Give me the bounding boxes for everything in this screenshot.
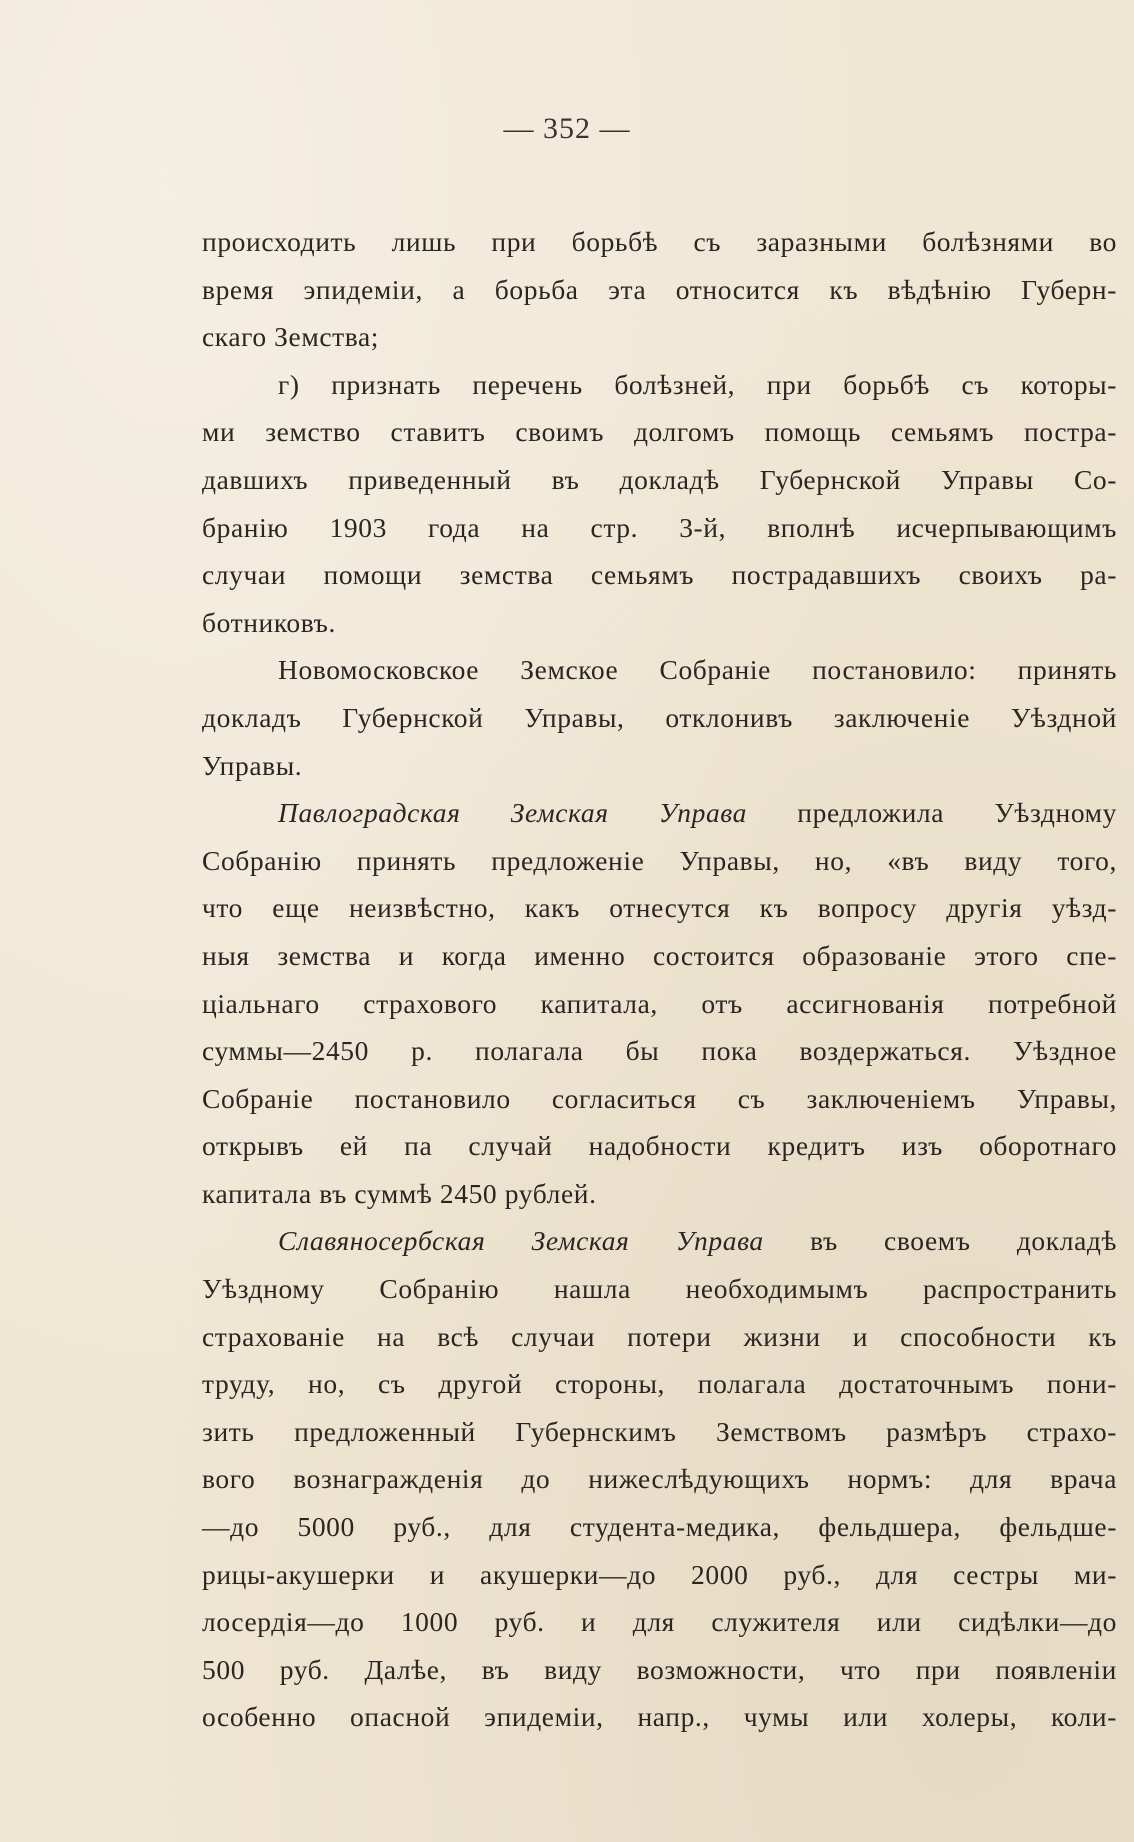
text-line: Новомосковское Земское Собраніе постановило: принять bbox=[278, 654, 1117, 686]
text-line: Собранію принять предложеніе Управы, но, «въ виду того, bbox=[202, 844, 1117, 876]
text-line bbox=[202, 789, 1117, 837]
text-line: зить предложенный Губернскимъ Земствомъ размѣръ страхо- bbox=[202, 1415, 1117, 1447]
text-span: въ своемъ докладѣ bbox=[763, 1225, 1117, 1257]
text-line: 500 руб. Далѣе, въ виду возможности, что при появленіи bbox=[202, 1653, 1117, 1685]
text-line: скаго Земства; bbox=[202, 321, 380, 353]
text-line: открывъ ей па случай надобности кредитъ изъ оборотнаго bbox=[202, 1130, 1117, 1162]
text-line: ми земство ставитъ своимъ долгомъ помощь семьямъ постра- bbox=[202, 416, 1117, 448]
text-line: суммы—2450 р. полагала бы пока воздержаться. Уѣздное bbox=[202, 1035, 1117, 1067]
text-line: вого вознагражденія до нижеслѣдующихъ нормъ: для врача bbox=[202, 1463, 1117, 1495]
text-line: бранію 1903 года на стр. 3-й, вполнѣ исчерпывающимъ bbox=[202, 511, 1117, 543]
text-line: происходить лишь при борьбѣ съ заразными болѣзнями во bbox=[202, 226, 1117, 257]
text-line bbox=[202, 1217, 1117, 1265]
text-line: время эпидеміи, а борьба эта относится къ вѣдѣнію Губерн- bbox=[202, 273, 1117, 305]
text-line: ботниковъ. bbox=[202, 606, 336, 638]
text-line: Собраніе постановило согласиться съ заключеніемъ Управы, bbox=[202, 1082, 1117, 1114]
page-number: — 352 — bbox=[503, 112, 631, 145]
text-line: рицы-акушерки и акушерки—до 2000 руб., для сестры ми- bbox=[202, 1558, 1117, 1590]
text-line: страхованіе на всѣ случаи потери жизни и способности къ bbox=[202, 1320, 1117, 1352]
text-line: докладъ Губернской Управы, отклонивъ заключеніе Уѣздной bbox=[202, 701, 1117, 733]
text-line: капитала въ суммѣ 2450 рублей. bbox=[202, 1177, 597, 1209]
body-text bbox=[202, 218, 1117, 1741]
text-line: случаи помощи земства семьямъ пострадавшихъ своихъ ра- bbox=[202, 559, 1117, 591]
text-line: труду, но, съ другой стороны, полагала достаточнымъ пони- bbox=[202, 1368, 1117, 1400]
text-line: Уѣздному Собранію нашла необходимымъ распространить bbox=[202, 1273, 1117, 1305]
italic-heading: Славяносербская Земская Управа bbox=[278, 1225, 764, 1257]
text-line: лосердія—до 1000 руб. и для служителя или сидѣлки—до bbox=[202, 1606, 1117, 1638]
text-line: давшихъ приведенный въ докладѣ Губернской Управы Со- bbox=[202, 463, 1117, 495]
text-line: ныя земства и когда именно состоится образованіе этого спе- bbox=[202, 939, 1117, 971]
text-line: особенно опасной эпидеміи, напр., чумы или холеры, коли- bbox=[202, 1701, 1117, 1733]
text-line: —до 5000 руб., для студента-медика, фельдшера, фельдше- bbox=[202, 1511, 1117, 1543]
text-line: г) признать перечень болѣзней, при борьбѣ съ которы- bbox=[278, 368, 1117, 400]
text-line: что еще неизвѣстно, какъ отнесутся къ вопросу другія уѣзд- bbox=[202, 892, 1117, 924]
text-span: предложила Уѣздному bbox=[747, 797, 1118, 829]
text-line: ціальнаго страхового капитала, отъ ассигнованія потребной bbox=[202, 987, 1117, 1019]
italic-heading: Павлоградская Земская Управа bbox=[278, 797, 747, 829]
text-line: Управы. bbox=[202, 749, 303, 781]
